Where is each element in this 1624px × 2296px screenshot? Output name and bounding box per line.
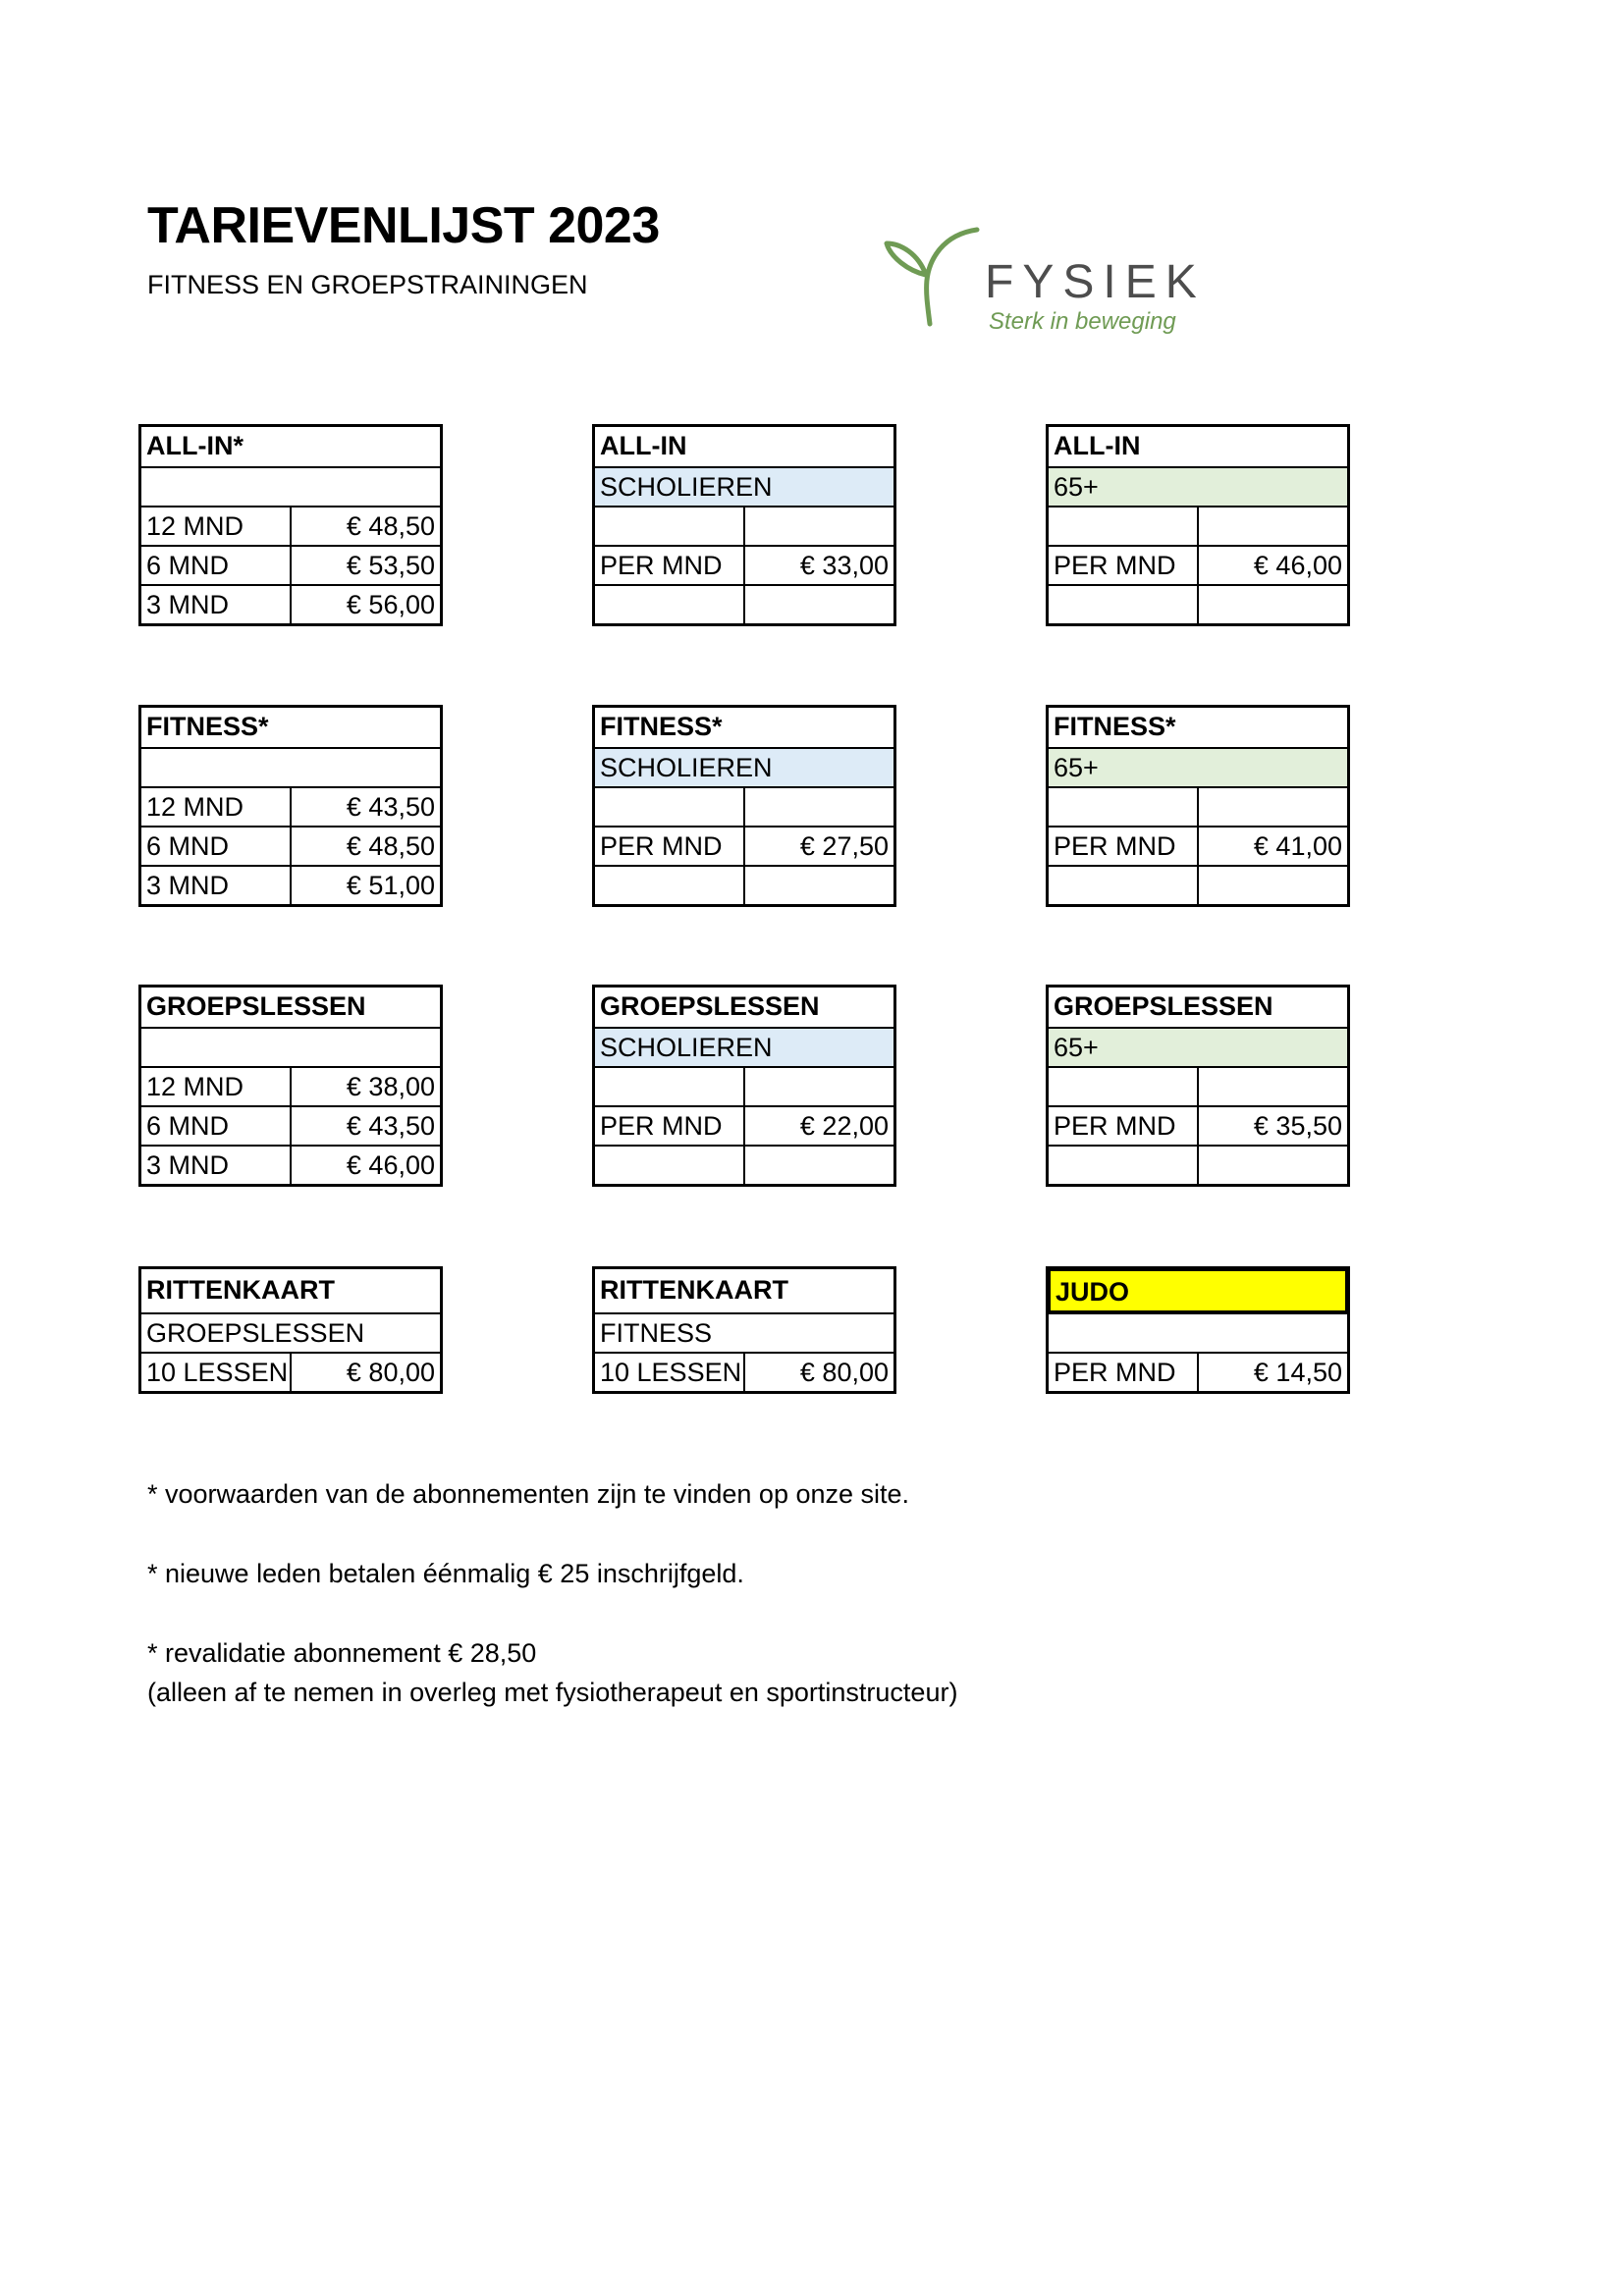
price: € 22,00	[799, 1111, 889, 1141]
duration-label: 10 LESSEN	[141, 1354, 292, 1391]
price: € 80,00	[346, 1358, 435, 1387]
price: € 14,50	[1253, 1358, 1342, 1387]
table-title: RITTENKAART	[600, 1275, 788, 1305]
price: € 38,00	[346, 1072, 435, 1101]
table-title: JUDO	[1048, 1268, 1348, 1313]
empty-cell	[1199, 788, 1347, 826]
empty-cell	[745, 788, 893, 826]
price: € 43,50	[346, 1111, 435, 1141]
duration-label: 6 MND	[141, 1107, 292, 1145]
table-allin-scholieren	[592, 424, 896, 626]
logo-wordmark: FYSIEK	[985, 256, 1206, 308]
footnote: * nieuwe leden betalen éénmalig € 25 inschrijfgeld.	[147, 1559, 744, 1588]
empty-cell	[141, 749, 440, 786]
duration-label: PER MND	[595, 1107, 745, 1145]
table-title: ALL-IN	[1054, 431, 1141, 460]
empty-cell	[1049, 1314, 1347, 1352]
price: € 46,00	[1253, 551, 1342, 580]
group-label: 65+	[1049, 1029, 1347, 1066]
footnote: (alleen af te nemen in overleg met fysiotherapeut en sportinstructeur)	[147, 1678, 958, 1707]
logo-tagline: Sterk in beweging	[989, 308, 1176, 335]
empty-cell	[1049, 788, 1199, 826]
footnote: * revalidatie abonnement € 28,50	[147, 1638, 537, 1668]
price: € 48,50	[346, 831, 435, 861]
table-title: FITNESS*	[1054, 712, 1176, 741]
empty-cell	[1199, 1147, 1347, 1184]
empty-cell	[1049, 867, 1199, 904]
empty-cell	[595, 1068, 745, 1105]
price: € 46,00	[346, 1150, 435, 1180]
duration-label: 12 MND	[141, 788, 292, 826]
table-title: GROEPSLESSEN	[146, 991, 366, 1021]
footnotes	[147, 1474, 957, 1712]
empty-cell	[745, 1068, 893, 1105]
group-label: SCHOLIEREN	[595, 749, 893, 786]
empty-cell	[1049, 1068, 1199, 1105]
table-rittenkaart-groepslessen	[138, 1266, 443, 1394]
price: € 48,50	[346, 511, 435, 541]
empty-cell	[745, 586, 893, 623]
group-label: SCHOLIEREN	[595, 468, 893, 506]
table-title: RITTENKAART	[146, 1275, 335, 1305]
empty-cell	[745, 867, 893, 904]
duration-label: 3 MND	[141, 586, 292, 623]
leaf-icon	[879, 214, 987, 332]
duration-label: 6 MND	[141, 828, 292, 865]
empty-cell	[1199, 507, 1347, 545]
duration-label: PER MND	[1049, 1354, 1199, 1391]
table-groepslessen-scholieren	[592, 985, 896, 1187]
group-label: 65+	[1049, 468, 1347, 506]
empty-cell	[1199, 586, 1347, 623]
empty-cell	[595, 586, 745, 623]
group-label: SCHOLIEREN	[595, 1029, 893, 1066]
group-label: 65+	[1049, 749, 1347, 786]
table-allin-65	[1046, 424, 1350, 626]
duration-label: 10 LESSEN	[595, 1354, 745, 1391]
empty-cell	[595, 788, 745, 826]
duration-label: 3 MND	[141, 1147, 292, 1184]
price: € 43,50	[346, 792, 435, 822]
table-fitness-65	[1046, 705, 1350, 907]
empty-cell	[141, 1029, 440, 1066]
page-subtitle: FITNESS EN GROEPSTRAININGEN	[147, 270, 588, 299]
duration-label: PER MND	[595, 828, 745, 865]
empty-cell	[595, 1147, 745, 1184]
table-title: GROEPSLESSEN	[600, 991, 820, 1021]
price: € 80,00	[799, 1358, 889, 1387]
empty-cell	[141, 468, 440, 506]
table-judo	[1046, 1266, 1350, 1394]
duration-label: PER MND	[1049, 828, 1199, 865]
table-title: ALL-IN	[600, 431, 687, 460]
table-groepslessen-65	[1046, 985, 1350, 1187]
table-fitness-scholieren	[592, 705, 896, 907]
duration-label: PER MND	[1049, 1107, 1199, 1145]
table-allin	[138, 424, 443, 626]
footnote: * voorwaarden van de abonnementen zijn te vinden op onze site.	[147, 1479, 910, 1509]
fysiek-logo	[879, 214, 1206, 342]
empty-cell	[1049, 586, 1199, 623]
price: € 51,00	[346, 871, 435, 900]
table-title: FITNESS*	[146, 712, 269, 741]
price: € 27,50	[799, 831, 889, 861]
empty-cell	[1199, 867, 1347, 904]
table-title: ALL-IN*	[146, 431, 244, 460]
table-groepslessen	[138, 985, 443, 1187]
price: € 33,00	[799, 551, 889, 580]
duration-label: 6 MND	[141, 547, 292, 584]
empty-cell	[745, 507, 893, 545]
page-title: TARIEVENLIJST 2023	[147, 197, 660, 254]
duration-label: PER MND	[595, 547, 745, 584]
empty-cell	[595, 867, 745, 904]
price: € 56,00	[346, 590, 435, 619]
duration-label: 12 MND	[141, 1068, 292, 1105]
table-rittenkaart-fitness	[592, 1266, 896, 1394]
duration-label: 3 MND	[141, 867, 292, 904]
price: € 41,00	[1253, 831, 1342, 861]
empty-cell	[745, 1147, 893, 1184]
table-fitness	[138, 705, 443, 907]
table-title: GROEPSLESSEN	[1054, 991, 1273, 1021]
price: € 35,50	[1253, 1111, 1342, 1141]
empty-cell	[595, 507, 745, 545]
group-label: FITNESS	[600, 1318, 713, 1348]
empty-cell	[1049, 507, 1199, 545]
duration-label: PER MND	[1049, 547, 1199, 584]
empty-cell	[1049, 1147, 1199, 1184]
group-label: GROEPSLESSEN	[146, 1318, 365, 1348]
empty-cell	[1199, 1068, 1347, 1105]
price: € 53,50	[346, 551, 435, 580]
table-title: FITNESS*	[600, 712, 723, 741]
duration-label: 12 MND	[141, 507, 292, 545]
